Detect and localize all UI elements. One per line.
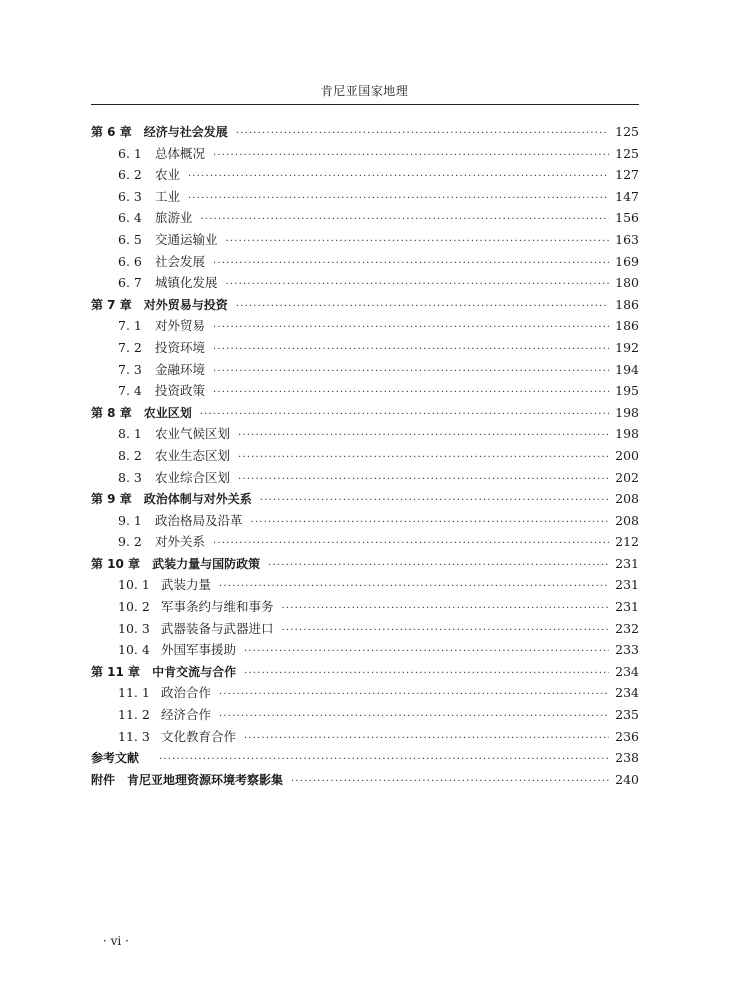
toc-chapter-entry[interactable] [91, 747, 639, 769]
toc-entry-title: 投资环境 [155, 339, 206, 355]
toc-chapter-entry[interactable] [91, 121, 639, 143]
toc-entry-title: 投资政策 [155, 383, 206, 399]
dot-leader [238, 469, 609, 491]
toc-section-entry[interactable] [91, 704, 639, 726]
toc-section-entry[interactable] [91, 251, 639, 273]
toc-entry-number: 6. 4 [118, 210, 142, 226]
toc-entry-number: 附件 [91, 772, 116, 787]
dot-leader [244, 728, 609, 750]
toc-entry-page: 235 [615, 707, 639, 723]
toc-entry-page: 194 [615, 361, 639, 377]
dot-leader [159, 749, 609, 771]
dot-leader [268, 555, 609, 577]
toc-entry-title: 农业 [155, 167, 181, 183]
toc-entry-title: 文化教育合作 [161, 728, 237, 744]
toc-entry-number: 第 9 章 [91, 492, 132, 507]
toc-entry-title: 农业综合区划 [155, 469, 231, 485]
dot-leader [213, 339, 609, 361]
page-number: · vi · [103, 934, 129, 948]
toc-entry-title: 外国军事援助 [161, 642, 237, 658]
toc-entry-title: 总体概况 [155, 145, 206, 161]
dot-leader [213, 145, 609, 167]
toc-entry-number: 7. 2 [118, 339, 142, 355]
toc-entry-page: 192 [615, 339, 639, 355]
toc-entry-number: 第 11 章 [91, 664, 141, 679]
toc-entry-page: 212 [615, 534, 639, 550]
toc-section-entry[interactable] [91, 639, 639, 661]
toc-section-entry[interactable] [91, 359, 639, 381]
toc-entry-title: 社会发展 [155, 253, 206, 269]
toc-section-entry[interactable] [91, 207, 639, 229]
toc-section-entry[interactable] [91, 143, 639, 165]
toc-entry-page: 208 [615, 491, 639, 507]
toc-entry-page: 231 [615, 577, 639, 593]
toc-entry-number: 7. 4 [118, 383, 142, 399]
toc-entry-page: 240 [615, 771, 639, 787]
toc-entry-page: 208 [615, 512, 639, 528]
dot-leader [188, 166, 609, 188]
toc-entry-page: 156 [615, 210, 639, 226]
toc-entry-number: 8. 3 [118, 469, 142, 485]
toc-entry-title: 交通运输业 [155, 231, 218, 247]
toc-section-entry[interactable] [91, 164, 639, 186]
dot-leader [226, 274, 609, 296]
toc-entry-page: 125 [615, 124, 639, 139]
toc-entry-number: 7. 1 [118, 318, 142, 334]
dot-leader [238, 425, 609, 447]
toc-section-entry[interactable] [91, 229, 639, 251]
dot-leader [219, 706, 609, 728]
dot-leader [213, 361, 609, 383]
toc-entry-title: 武装力量与国防政策 [152, 556, 261, 571]
toc-entry-number: 10. 4 [118, 642, 150, 658]
dot-leader [244, 663, 609, 685]
toc-chapter-entry[interactable] [91, 402, 639, 424]
toc-entry-page: 234 [615, 685, 639, 701]
table-of-contents [91, 121, 639, 790]
toc-entry-number: 8. 1 [118, 426, 142, 442]
toc-entry-page: 198 [615, 426, 639, 442]
dot-leader [226, 231, 609, 253]
toc-section-entry[interactable] [91, 726, 639, 748]
dot-leader [213, 382, 609, 404]
toc-entry-number: 6. 5 [118, 231, 142, 247]
dot-leader [188, 188, 609, 210]
toc-entry-number: 7. 3 [118, 361, 142, 377]
dot-leader [238, 447, 609, 469]
toc-section-entry[interactable] [91, 272, 639, 294]
dot-leader [260, 490, 609, 512]
toc-entry-page: 163 [615, 231, 639, 247]
toc-section-entry[interactable] [91, 380, 639, 402]
toc-entry-title: 工业 [155, 188, 181, 204]
toc-entry-title: 对外贸易与投资 [143, 297, 228, 312]
toc-chapter-entry[interactable] [91, 294, 639, 316]
toc-entry-number: 11. 3 [118, 728, 150, 744]
toc-entry-number: 10. 3 [118, 620, 150, 636]
toc-entry-title: 农业气候区划 [155, 426, 231, 442]
toc-entry-title: 政治格局及沿革 [155, 512, 243, 528]
toc-entry-number: 第 7 章 [91, 297, 132, 312]
dot-leader [282, 620, 609, 642]
toc-entry-page: 232 [615, 620, 639, 636]
dot-leader [213, 533, 609, 555]
toc-entry-number: 10. 2 [118, 599, 150, 615]
toc-section-entry[interactable] [91, 445, 639, 467]
toc-entry-page: 231 [615, 599, 639, 615]
toc-chapter-entry[interactable] [91, 488, 639, 510]
dot-leader [236, 123, 609, 145]
dot-leader [282, 598, 609, 620]
toc-chapter-entry[interactable] [91, 661, 639, 683]
toc-entry-number: 6. 7 [118, 275, 142, 291]
toc-section-entry[interactable] [91, 315, 639, 337]
header-rule [91, 104, 639, 105]
toc-section-entry[interactable] [91, 574, 639, 596]
toc-entry-title: 政治合作 [161, 685, 212, 701]
toc-entry-title: 武装力量 [161, 577, 212, 593]
toc-entry-title: 金融环境 [155, 361, 206, 377]
toc-section-entry[interactable] [91, 596, 639, 618]
toc-entry-page: 238 [615, 750, 639, 766]
toc-entry-title: 城镇化发展 [155, 275, 218, 291]
running-header: 肯尼亚国家地理 [320, 84, 409, 98]
dot-leader [219, 684, 609, 706]
toc-entry-title: 武器装备与武器进口 [161, 620, 274, 636]
toc-entry-title: 对外关系 [155, 534, 206, 550]
toc-section-entry[interactable] [91, 186, 639, 208]
toc-section-entry[interactable] [91, 423, 639, 445]
toc-chapter-entry[interactable] [91, 553, 639, 575]
toc-entry-title: 农业生态区划 [155, 447, 231, 463]
toc-entry-page: 202 [615, 469, 639, 485]
dot-leader [201, 209, 609, 231]
dot-leader [236, 296, 609, 318]
toc-entry-number: 9. 2 [118, 534, 142, 550]
toc-entry-number: 9. 1 [118, 512, 142, 528]
toc-entry-number: 第 8 章 [91, 405, 132, 420]
toc-entry-page: 234 [615, 663, 639, 679]
toc-chapter-entry[interactable] [91, 769, 639, 791]
toc-entry-number: 第 10 章 [91, 556, 141, 571]
toc-entry-title: 军事条约与维和事务 [161, 599, 274, 615]
toc-entry-title: 经济与社会发展 [143, 125, 228, 139]
toc-entry-title: 肯尼亚地理资源环境考察影集 [127, 772, 284, 787]
dot-leader [291, 771, 609, 793]
toc-entry-number: 11. 1 [118, 685, 150, 701]
toc-section-entry[interactable] [91, 510, 639, 532]
toc-entry-page: 169 [615, 253, 639, 269]
toc-entry-page: 231 [615, 555, 639, 571]
toc-entry-page: 125 [615, 145, 639, 161]
toc-entry-page: 195 [615, 383, 639, 399]
toc-section-entry[interactable] [91, 618, 639, 640]
toc-entry-page: 147 [615, 188, 639, 204]
toc-entry-number: 第 6 章 [91, 125, 132, 139]
toc-entry-page: 186 [615, 318, 639, 334]
toc-entry-page: 233 [615, 642, 639, 658]
toc-entry-page: 236 [615, 728, 639, 744]
toc-entry-number: 8. 2 [118, 447, 142, 463]
toc-section-entry[interactable] [91, 467, 639, 489]
toc-entry-title: 对外贸易 [155, 318, 206, 334]
toc-entry-title: 政治体制与对外关系 [143, 492, 252, 507]
dot-leader [200, 404, 609, 426]
toc-entry-number: 6. 6 [118, 253, 142, 269]
toc-entry-number: 6. 2 [118, 167, 142, 183]
toc-entry-page: 200 [615, 447, 639, 463]
toc-entry-number: 11. 2 [118, 707, 150, 723]
dot-leader [251, 512, 609, 534]
toc-section-entry[interactable] [91, 337, 639, 359]
toc-section-entry[interactable] [91, 531, 639, 553]
dot-leader [219, 576, 609, 598]
toc-entry-title: 旅游业 [155, 210, 193, 226]
dot-leader [213, 253, 609, 275]
toc-entry-title: 经济合作 [161, 707, 212, 723]
toc-entry-page: 180 [615, 275, 639, 291]
toc-section-entry[interactable] [91, 682, 639, 704]
toc-entry-number: 参考文献 [91, 751, 140, 766]
toc-entry-number: 6. 3 [118, 188, 142, 204]
toc-entry-title: 农业区划 [143, 405, 192, 420]
toc-entry-page: 127 [615, 167, 639, 183]
toc-entry-title: 中肯交流与合作 [152, 664, 237, 679]
toc-entry-page: 198 [615, 404, 639, 420]
dot-leader [213, 317, 609, 339]
toc-entry-number: 10. 1 [118, 577, 150, 593]
toc-entry-page: 186 [615, 296, 639, 312]
toc-entry-number: 6. 1 [118, 145, 142, 161]
dot-leader [244, 641, 609, 663]
